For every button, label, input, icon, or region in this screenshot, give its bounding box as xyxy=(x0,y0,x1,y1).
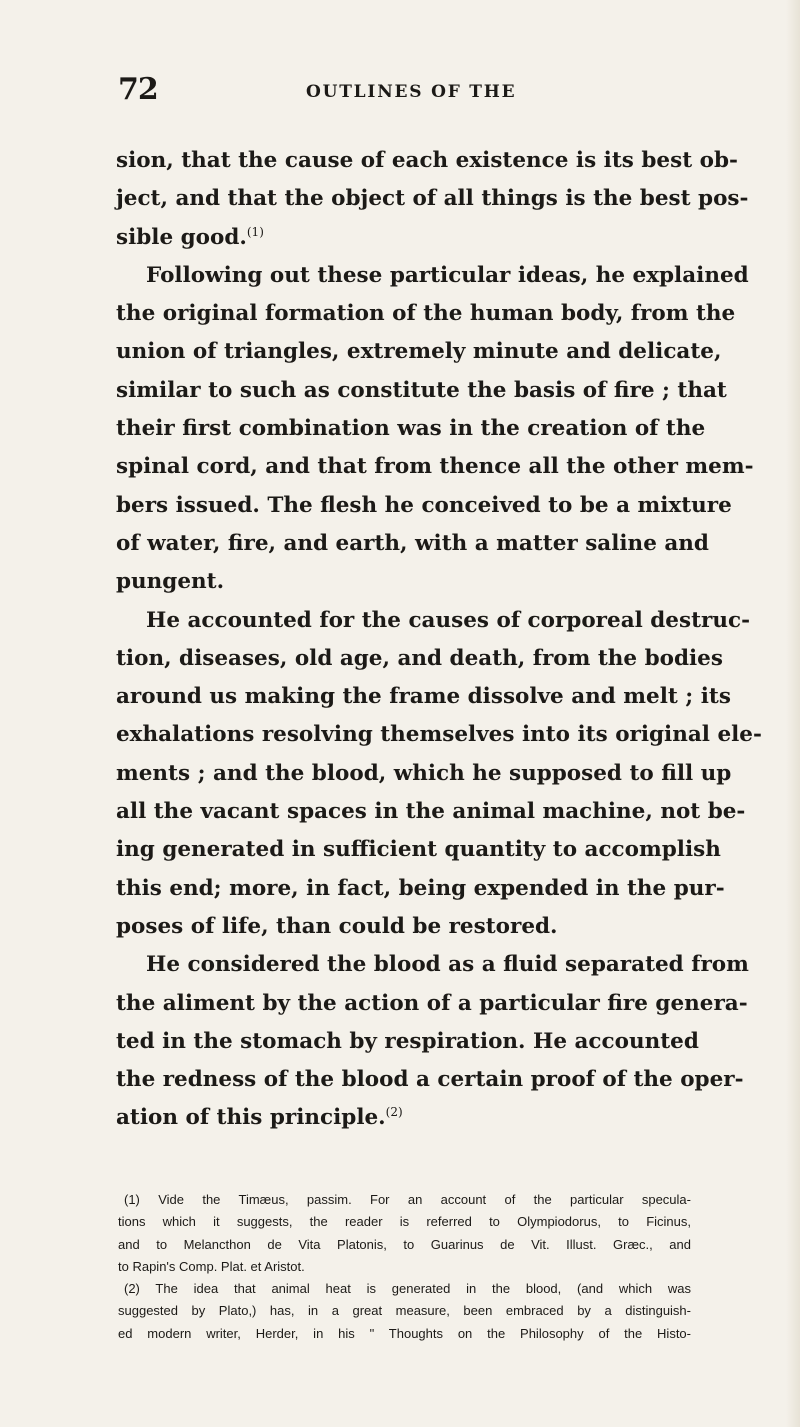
footnote-line: to Rapin's Comp. Plat. et Aristot. xyxy=(118,1258,305,1274)
page-number: 72 xyxy=(118,72,158,107)
text-line: bers issued. The flesh he conceived to be a mixture xyxy=(116,492,732,518)
text-line: all the vacant spaces in the animal machine, not be- xyxy=(116,799,746,825)
text-line: poses of life, than could be restored. xyxy=(116,913,558,939)
page-header xyxy=(0,72,800,112)
text-line: exhalations resolving themselves into its original ele- xyxy=(116,722,762,748)
footnote-line: suggested by Plato,) has, in a great measure, been embraced by a distinguish- xyxy=(118,1303,691,1319)
footnote-line: ed modern writer, Herder, in his " Thoughts on the Philosophy of the Histo- xyxy=(118,1325,691,1341)
text-line: ing generated in sufficient quantity to accomplish xyxy=(116,837,721,863)
running-title: OUTLINES OF THE xyxy=(306,82,517,102)
text-line: similar to such as constitute the basis of fire ; that xyxy=(116,377,727,403)
text-line: He accounted for the causes of corporeal destruc- xyxy=(146,607,750,633)
footnote-line: (1) Vide the Timæus, passim. For an account of the particular specula- xyxy=(124,1192,691,1207)
footnote-line: tions which it suggests, the reader is referred to Olympiodorus, to Ficinus, xyxy=(118,1214,691,1230)
page-edge-shadow xyxy=(786,0,800,1427)
footnotes xyxy=(118,1189,691,1345)
footnote-ref: (1) xyxy=(246,224,264,239)
text-line: pungent. xyxy=(116,569,225,595)
text-line: ted in the stomach by respiration. He accounted xyxy=(116,1028,699,1054)
text-line: He considered the blood as a fluid separated from xyxy=(146,952,749,978)
text-line: sion, that the cause of each existence is its best ob- xyxy=(116,148,738,173)
text-line: tion, diseases, old age, and death, from the bodies xyxy=(116,645,723,671)
text-line: their first combination was in the creation of the xyxy=(116,416,706,442)
text-line: ments ; and the blood, which he supposed to fill up xyxy=(116,760,732,786)
text-line: around us making the frame dissolve and melt ; its xyxy=(116,684,731,710)
text-line: the redness of the blood a certain proof of the oper- xyxy=(116,1067,744,1093)
body-text xyxy=(116,142,762,1138)
text-line: of water, fire, and earth, with a matter saline and xyxy=(116,530,709,556)
footnote-ref: (2) xyxy=(385,1105,403,1120)
text-line: the original formation of the human body, from the xyxy=(116,301,736,327)
text-line: ation of this principle.$^{(2)}$ xyxy=(116,1105,403,1131)
text-line: ject, and that the object of all things is the best pos- xyxy=(116,186,749,212)
text-line: Following out these particular ideas, he explained xyxy=(146,262,749,288)
text-line: this end; more, in fact, being expended in the pur- xyxy=(116,875,725,901)
text-line: sible good.$^{(1)}$ xyxy=(116,224,264,250)
footnote-line: (2) The idea that animal heat is generated in the blood, (and which was xyxy=(124,1281,691,1297)
footnote-line: and to Melancthon de Vita Platonis, to Guarinus de Vit. Illust. Græc., and xyxy=(118,1236,691,1252)
text-line: union of triangles, extremely minute and delicate, xyxy=(116,339,722,365)
text-line: spinal cord, and that from thence all the other mem- xyxy=(116,454,754,480)
text-line: the aliment by the action of a particular fire genera- xyxy=(116,990,748,1016)
